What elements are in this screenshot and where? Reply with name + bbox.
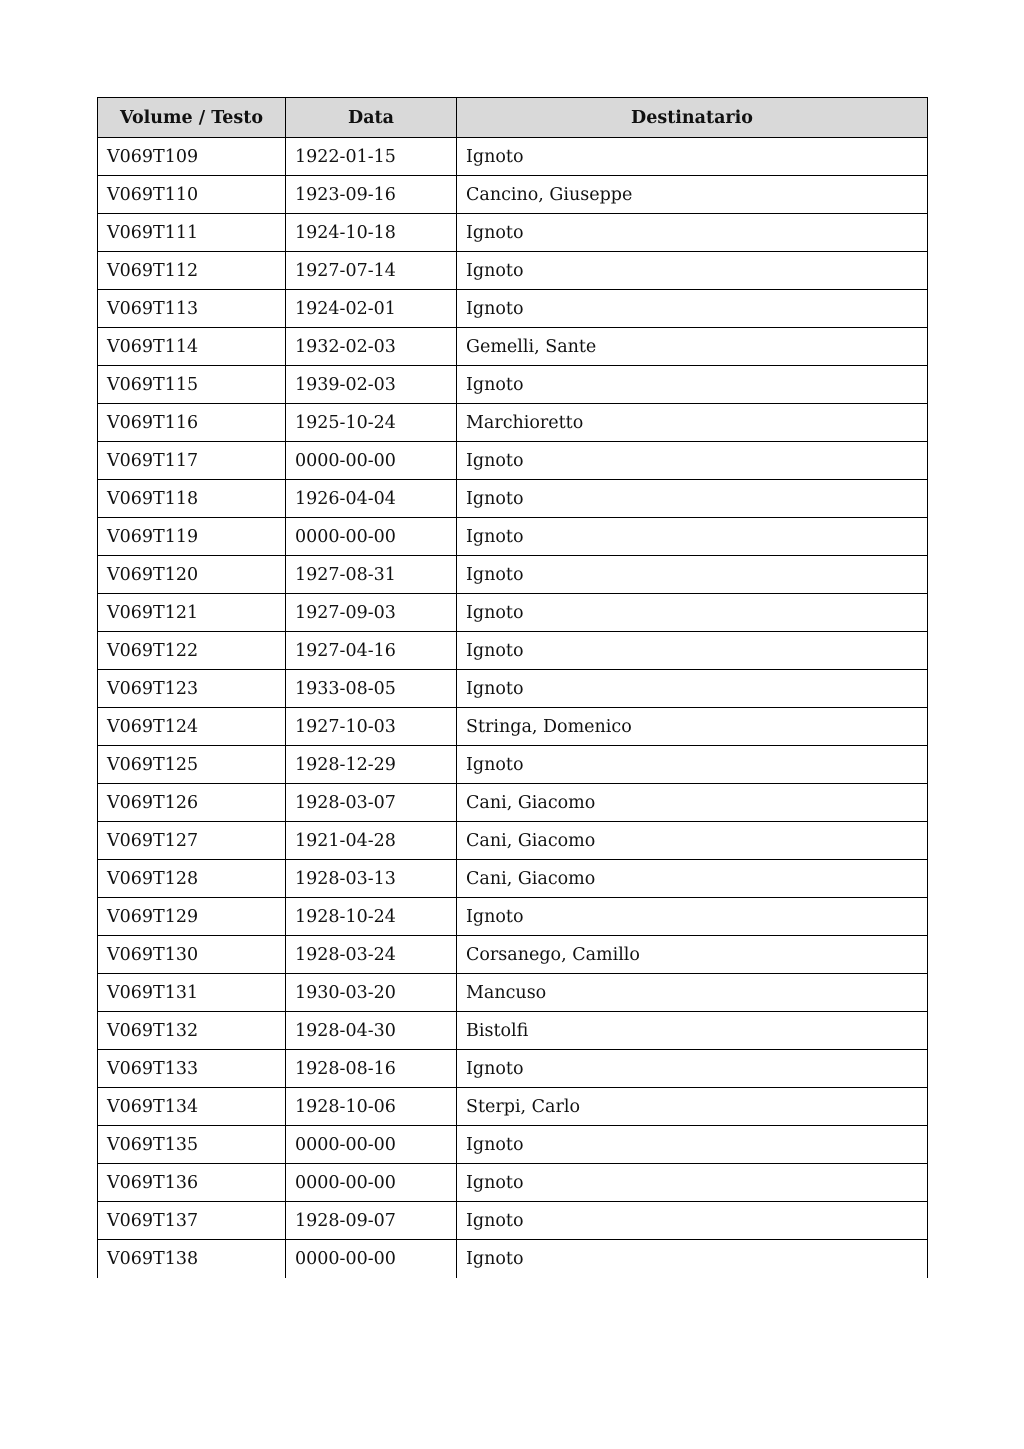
cell-destinatario: Ignoto — [457, 898, 928, 936]
cell-data: 1927-07-14 — [286, 252, 457, 290]
cell-destinatario: Gemelli, Sante — [457, 328, 928, 366]
cell-data: 1928-12-29 — [286, 746, 457, 784]
cell-volume: V069T118 — [98, 480, 286, 518]
cell-destinatario: Cani, Giacomo — [457, 822, 928, 860]
table-row — [98, 784, 928, 822]
cell-volume: V069T125 — [98, 746, 286, 784]
cell-destinatario: Ignoto — [457, 214, 928, 252]
cell-data: 1927-09-03 — [286, 594, 457, 632]
cell-destinatario: Marchioretto — [457, 404, 928, 442]
column-header-destinatario: Destinatario — [457, 98, 928, 138]
cell-data: 1928-04-30 — [286, 1012, 457, 1050]
table-row — [98, 746, 928, 784]
cell-volume: V069T109 — [98, 138, 286, 176]
table-row — [98, 214, 928, 252]
table-row — [98, 290, 928, 328]
cell-destinatario: Ignoto — [457, 518, 928, 556]
cell-volume: V069T117 — [98, 442, 286, 480]
cell-data: 1926-04-04 — [286, 480, 457, 518]
cell-volume: V069T116 — [98, 404, 286, 442]
cell-volume: V069T135 — [98, 1126, 286, 1164]
table-row — [98, 1202, 928, 1240]
column-header-volume: Volume / Testo — [98, 98, 286, 138]
table-row — [98, 1012, 928, 1050]
cell-destinatario: Cancino, Giuseppe — [457, 176, 928, 214]
cell-data: 1924-02-01 — [286, 290, 457, 328]
cell-data: 1924-10-18 — [286, 214, 457, 252]
cell-destinatario: Bistolfi — [457, 1012, 928, 1050]
cell-destinatario: Ignoto — [457, 138, 928, 176]
cell-destinatario: Corsanego, Camillo — [457, 936, 928, 974]
cell-volume: V069T114 — [98, 328, 286, 366]
cell-data: 0000-00-00 — [286, 442, 457, 480]
cell-data: 1932-02-03 — [286, 328, 457, 366]
table-row — [98, 1164, 928, 1202]
cell-volume: V069T134 — [98, 1088, 286, 1126]
cell-volume: V069T120 — [98, 556, 286, 594]
table-row — [98, 328, 928, 366]
table-row — [98, 518, 928, 556]
cell-data: 1928-03-24 — [286, 936, 457, 974]
cell-data: 0000-00-00 — [286, 518, 457, 556]
table-row — [98, 176, 928, 214]
table-row — [98, 1088, 928, 1126]
cell-destinatario: Ignoto — [457, 556, 928, 594]
table-row — [98, 1126, 928, 1164]
cell-volume: V069T113 — [98, 290, 286, 328]
cell-data: 1928-08-16 — [286, 1050, 457, 1088]
cell-volume: V069T127 — [98, 822, 286, 860]
cell-volume: V069T138 — [98, 1240, 286, 1278]
table-row — [98, 442, 928, 480]
cell-volume: V069T130 — [98, 936, 286, 974]
column-header-data: Data — [286, 98, 457, 138]
table-row — [98, 860, 928, 898]
cell-destinatario: Ignoto — [457, 290, 928, 328]
cell-volume: V069T115 — [98, 366, 286, 404]
cell-destinatario: Stringa, Domenico — [457, 708, 928, 746]
cell-data: 0000-00-00 — [286, 1164, 457, 1202]
cell-data: 1925-10-24 — [286, 404, 457, 442]
cell-data: 1927-10-03 — [286, 708, 457, 746]
cell-data: 1927-04-16 — [286, 632, 457, 670]
cell-destinatario: Ignoto — [457, 252, 928, 290]
table-row — [98, 556, 928, 594]
table-row — [98, 974, 928, 1012]
cell-volume: V069T136 — [98, 1164, 286, 1202]
cell-volume: V069T126 — [98, 784, 286, 822]
cell-destinatario: Ignoto — [457, 442, 928, 480]
table-row — [98, 1050, 928, 1088]
cell-destinatario: Ignoto — [457, 1164, 928, 1202]
cell-destinatario: Sterpi, Carlo — [457, 1088, 928, 1126]
cell-destinatario: Cani, Giacomo — [457, 860, 928, 898]
table-row — [98, 670, 928, 708]
cell-destinatario: Ignoto — [457, 1202, 928, 1240]
cell-data: 1921-04-28 — [286, 822, 457, 860]
table-row — [98, 480, 928, 518]
cell-volume: V069T128 — [98, 860, 286, 898]
cell-destinatario: Cani, Giacomo — [457, 784, 928, 822]
cell-destinatario: Mancuso — [457, 974, 928, 1012]
cell-volume: V069T123 — [98, 670, 286, 708]
cell-data: 1922-01-15 — [286, 138, 457, 176]
table-row — [98, 822, 928, 860]
cell-volume: V069T133 — [98, 1050, 286, 1088]
cell-volume: V069T121 — [98, 594, 286, 632]
table-row — [98, 594, 928, 632]
cell-data: 1928-10-24 — [286, 898, 457, 936]
cell-data: 1933-08-05 — [286, 670, 457, 708]
table-row — [98, 366, 928, 404]
table-row — [98, 404, 928, 442]
cell-volume: V069T131 — [98, 974, 286, 1012]
cell-data: 1930-03-20 — [286, 974, 457, 1012]
table-row — [98, 138, 928, 176]
table-header — [98, 98, 928, 138]
cell-volume: V069T122 — [98, 632, 286, 670]
letters-table — [97, 97, 928, 1278]
cell-destinatario: Ignoto — [457, 746, 928, 784]
cell-destinatario: Ignoto — [457, 366, 928, 404]
header-row — [98, 98, 928, 138]
table-body — [98, 138, 928, 1278]
cell-data: 0000-00-00 — [286, 1240, 457, 1278]
table-row — [98, 936, 928, 974]
cell-destinatario: Ignoto — [457, 1050, 928, 1088]
cell-data: 1928-10-06 — [286, 1088, 457, 1126]
table-row — [98, 252, 928, 290]
cell-volume: V069T110 — [98, 176, 286, 214]
cell-destinatario: Ignoto — [457, 480, 928, 518]
cell-destinatario: Ignoto — [457, 670, 928, 708]
cell-volume: V069T137 — [98, 1202, 286, 1240]
table-row — [98, 1240, 928, 1278]
table-row — [98, 708, 928, 746]
table-row — [98, 898, 928, 936]
cell-volume: V069T111 — [98, 214, 286, 252]
cell-data: 1923-09-16 — [286, 176, 457, 214]
cell-data: 1928-09-07 — [286, 1202, 457, 1240]
cell-destinatario: Ignoto — [457, 632, 928, 670]
cell-data: 1927-08-31 — [286, 556, 457, 594]
cell-volume: V069T124 — [98, 708, 286, 746]
cell-volume: V069T129 — [98, 898, 286, 936]
cell-data: 1928-03-13 — [286, 860, 457, 898]
cell-volume: V069T132 — [98, 1012, 286, 1050]
cell-data: 1939-02-03 — [286, 366, 457, 404]
cell-volume: V069T119 — [98, 518, 286, 556]
cell-destinatario: Ignoto — [457, 1240, 928, 1278]
cell-destinatario: Ignoto — [457, 594, 928, 632]
cell-data: 1928-03-07 — [286, 784, 457, 822]
cell-destinatario: Ignoto — [457, 1126, 928, 1164]
cell-data: 0000-00-00 — [286, 1126, 457, 1164]
table-row — [98, 632, 928, 670]
cell-volume: V069T112 — [98, 252, 286, 290]
